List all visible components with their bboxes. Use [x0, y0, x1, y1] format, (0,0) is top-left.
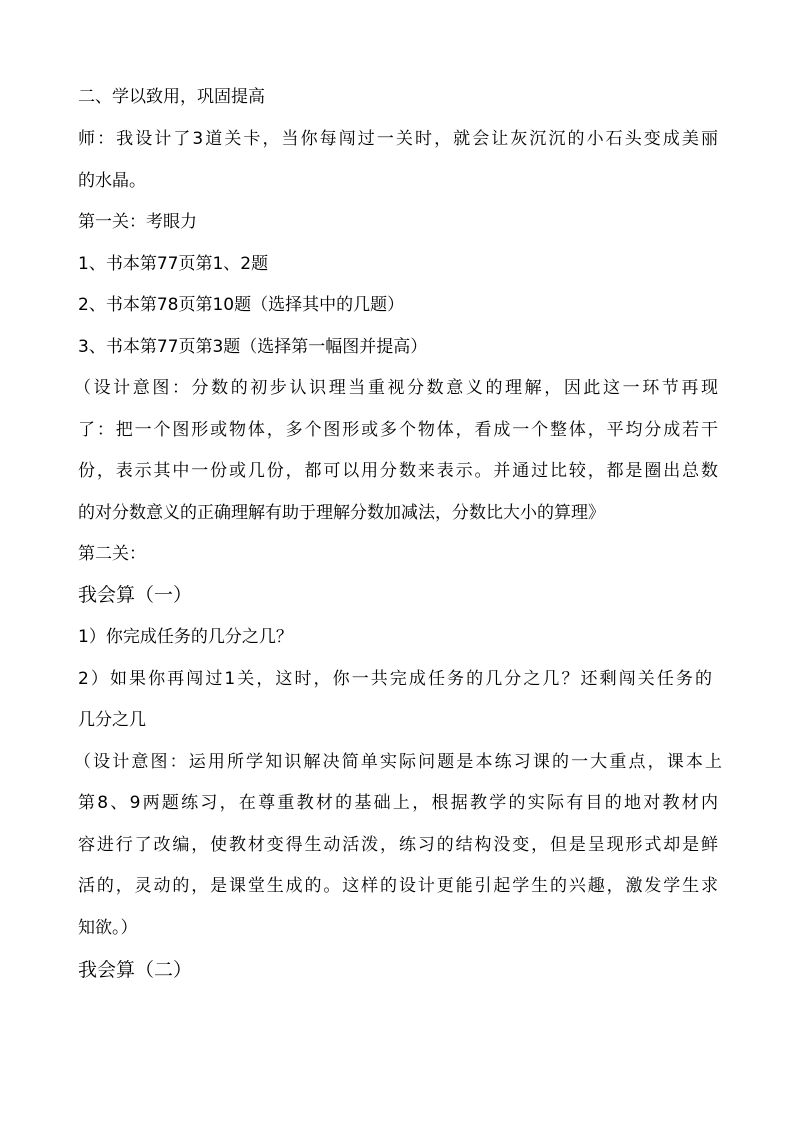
question-item: 几分之几: [78, 710, 146, 730]
list-item: 1、书本第77页第1、2题: [78, 254, 269, 274]
question-item: 2）如果你再闯过1关，这时，你一共完成任务的几分之几？还剩闯关任务的: [78, 669, 712, 689]
level-heading: 第一关：考眼力: [78, 212, 197, 232]
question-item: 1）你完成任务的几分之几？: [78, 627, 293, 647]
design-note-line: 份，表示其中一份或几份，都可以用分数来表示。并通过比较，都是圈出总数: [78, 461, 718, 481]
design-note-line: 第8、9两题练习，在尊重教材的基础上，根据教学的实际有目的地对教材内: [78, 793, 718, 813]
design-note-line: 了：把一个图形或物体，多个图形或多个物体，看成一个整体，平均分成若干: [78, 420, 718, 440]
design-note-line: （设计意图：分数的初步认识理当重视分数意义的理解，因此这一环节再现: [74, 378, 718, 398]
design-note-line: （设计意图：运用所学知识解决简单实际问题是本练习课的一大重点，课本上: [74, 752, 722, 772]
list-item: 2、书本第78页第10题（选择其中的几题）: [78, 295, 405, 315]
design-note-line: 容进行了改编，使教材变得生动活泼，练习的结构没变，但是呈现形式却是鲜: [78, 835, 718, 855]
level-heading: 第二关：: [78, 544, 146, 564]
design-note-line: 活的，灵动的，是课堂生成的。这样的设计更能引起学生的兴趣，激发学生求: [78, 876, 718, 896]
sub-heading: 我会算（二）: [78, 959, 193, 981]
sub-heading: 我会算（一）: [78, 584, 193, 606]
list-item: 3、书本第77页第3题（选择第一幅图并提高）: [78, 337, 428, 357]
design-note-line: 的对分数意义的正确理解有助于理解分数加减法，分数比大小的算理》: [78, 503, 605, 523]
section-heading: 二、学以致用，巩固提高: [78, 87, 265, 107]
design-note-line: 知欲。）: [78, 918, 138, 938]
paragraph-line: 师：我设计了3道关卡，当你每闯过一关时，就会让灰沉沉的小石头变成美丽: [78, 129, 718, 149]
paragraph-line: 的水晶。: [78, 171, 146, 191]
